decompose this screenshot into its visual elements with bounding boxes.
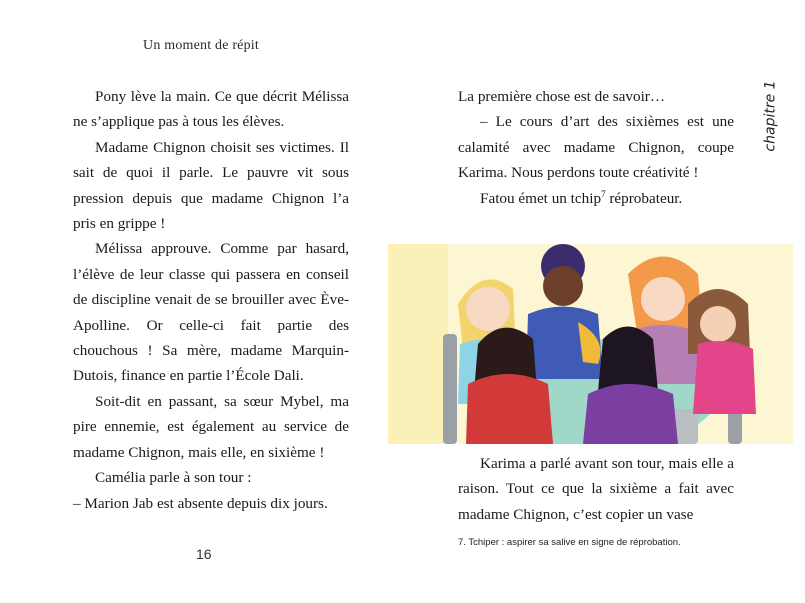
face xyxy=(466,287,510,331)
chapter-tab xyxy=(755,80,781,158)
paragraph-text: réprobateur. xyxy=(605,189,683,207)
illustration-band xyxy=(388,244,448,444)
right-body-text-top xyxy=(458,84,734,211)
paragraph xyxy=(458,186,734,211)
paragraph: – Marion Jab est absente depuis dix jours. xyxy=(73,494,328,512)
paragraph: Pony lève la main. Ce que décrit Mélissa ne s’applique pas à tous les élèves. xyxy=(73,88,349,131)
face xyxy=(641,277,685,321)
shirt xyxy=(466,374,553,444)
paragraph: La première chose est de savoir… xyxy=(458,88,666,105)
page-number: 16 xyxy=(196,546,212,562)
paragraph: Madame Chignon choisit ses victimes. Il sait de quoi il parle. Le pauvre vit sous pression depuis que madame Chignon l’a pris en grippe ! xyxy=(73,138,349,233)
shirt xyxy=(583,384,678,444)
paragraph-text: Fatou émet un tchip xyxy=(480,189,602,207)
paragraph: Mélissa approuve. Comme par hasard, l’élève de leur classe qui passera en conseil de discipline venait de se brouiller avec Ève-Apolline. Or celle-ci fait partie des chouchous ! Sa mère, madame Marquin-Dutois, finance en partie l’École Dali. xyxy=(73,240,349,385)
running-head: Un moment de répit xyxy=(143,38,259,53)
face xyxy=(700,306,736,342)
right-body-text-bottom xyxy=(458,451,734,527)
right-page xyxy=(402,0,805,603)
paragraph: Soit-dit en passant, sa sœur Mybel, ma pire ennemie, est également au service de madame Chignon, mais elle, en sixième ! xyxy=(73,392,349,461)
paragraph: Karima a parlé avant son tour, mais elle a raison. Tout ce que la sixième a fait avec madame Chignon, c’est copier un vase xyxy=(458,455,734,523)
chapter-label: chapitre 1 xyxy=(762,80,779,152)
illustration-girls-at-table xyxy=(388,244,793,444)
left-body-text xyxy=(73,84,349,516)
left-page xyxy=(0,0,402,603)
paragraph: – Le cours d’art des sixièmes est une calamité avec madame Chignon, coupe Karima. Nous perdons toute créativité ! xyxy=(458,113,734,182)
chair xyxy=(443,334,457,444)
paragraph: Camélia parle à son tour : xyxy=(95,469,252,487)
shirt xyxy=(693,341,756,414)
face xyxy=(543,266,583,306)
footnote-reference: 7 xyxy=(601,188,606,199)
footnote: 7. Tchiper : aspirer sa salive en signe de réprobation. xyxy=(458,537,681,548)
